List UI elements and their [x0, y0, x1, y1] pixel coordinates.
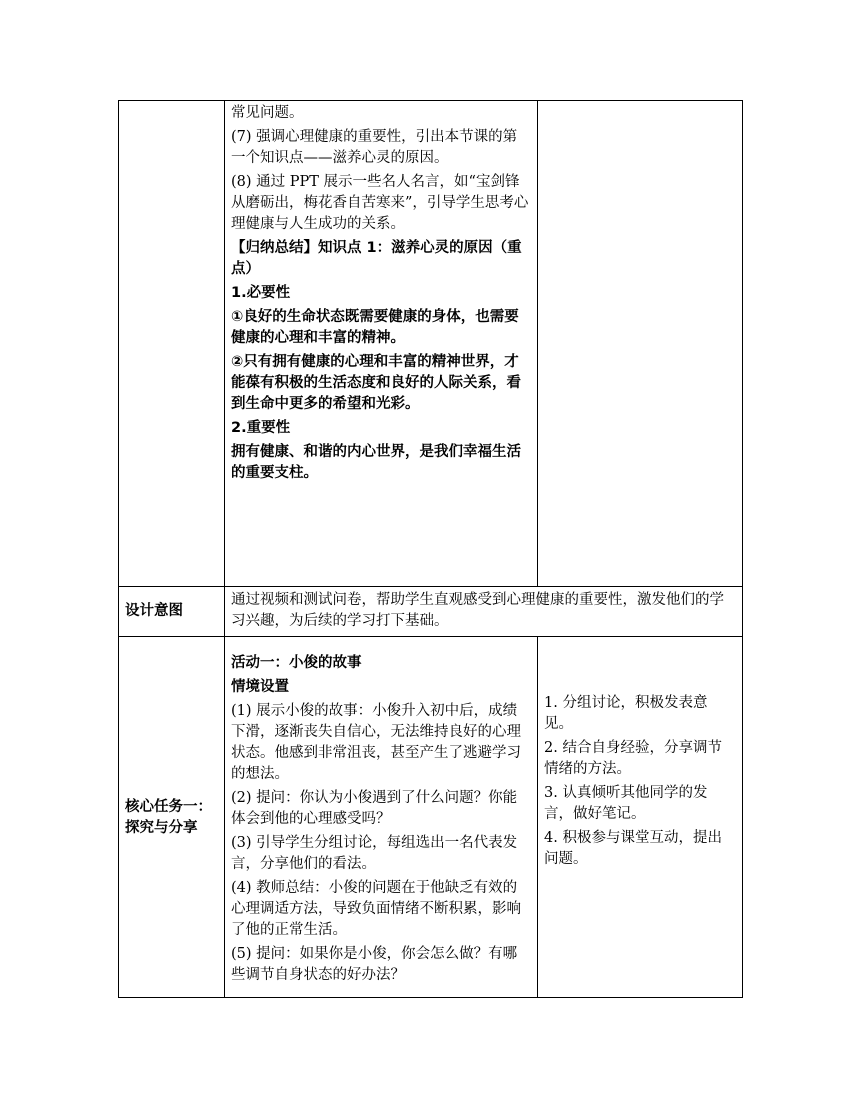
paragraph: 2.重要性 [231, 420, 291, 436]
paragraph: (5) 提问：如果你是小俊，你会怎么做？有哪些调节自身状态的好办法？ [231, 946, 518, 983]
table-row [119, 101, 743, 587]
paragraph: 情境设置 [231, 679, 289, 695]
lesson-plan-table [118, 100, 743, 998]
row-label [119, 101, 224, 103]
design-intent-text: 通过视频和测试问卷，帮助学生直观感受到心理健康的重要性，激发他们的学习兴趣，为后续的学习打下基础。 [231, 592, 724, 629]
paragraph: 常见问题。 [231, 105, 304, 121]
paragraph: 【归纳总结】知识点 1：滋养心灵的原因（重点） [231, 240, 522, 277]
paragraph: (8) 通过 PPT 展示一些名人名言，如“宝剑锋从磨砺出，梅花香自苦寒来”，引导学生思考心理健康与人生成功的关系。 [231, 174, 529, 232]
student-activity-cell [538, 637, 743, 998]
paragraph: 1.必要性 [231, 285, 291, 301]
student-activity-content [538, 101, 742, 103]
design-intent-cell [225, 587, 743, 637]
table-row [119, 587, 743, 637]
paragraph: 2. 结合自身经验，分享调节情绪的方法。 [544, 740, 722, 777]
paragraph: (4) 教师总结：小俊的问题在于他缺乏有效的心理调适方法，导致负面情绪不断积累，影响了他的正常生活。 [231, 880, 521, 938]
teacher-activity-content [225, 637, 537, 986]
row-label-cell [119, 587, 225, 637]
student-activity-cell [538, 101, 743, 587]
paragraph: 活动一：小俊的故事 [231, 655, 362, 671]
teacher-activity-content [225, 101, 537, 484]
row-label-cell [119, 637, 225, 998]
core-task-label: 核心任务一：探究与分享 [125, 799, 212, 836]
paragraph: (7) 强调心理健康的重要性，引出本节课的第一个知识点——滋养心灵的原因。 [231, 129, 518, 166]
paragraph: ①良好的生命状态既需要健康的身体，也需要健康的心理和丰富的精神。 [231, 309, 519, 346]
paragraph: 拥有健康、和谐的内心世界，是我们幸福生活的重要支柱。 [231, 444, 521, 481]
paragraph: (2) 提问：你认为小俊遇到了什么问题？你能体会到他的心理感受吗？ [231, 790, 518, 827]
paragraph: (3) 引导学生分组讨论，每组选出一名代表发言，分享他们的看法。 [231, 835, 518, 872]
paragraph: 1. 分组讨论，积极发表意见。 [544, 695, 708, 732]
paragraph: 3. 认真倾听其他同学的发言，做好笔记。 [544, 785, 708, 822]
paragraph: ②只有拥有健康的心理和丰富的精神世界，才能葆有积极的生活态度和良好的人际关系，看到生命中更多的希望和光彩。 [231, 354, 521, 412]
teacher-activity-cell [225, 637, 538, 998]
teacher-activity-cell [225, 101, 538, 587]
paragraph: (1) 展示小俊的故事：小俊升入初中后，成绩下滑，逐渐丧失自信心，无法维持良好的心理状态。他感到非常沮丧，甚至产生了逃避学习的想法。 [231, 703, 521, 782]
row-label-cell [119, 101, 225, 587]
design-intent-label: 设计意图 [125, 603, 183, 619]
paragraph: 4. 积极参与课堂互动，提出问题。 [544, 830, 722, 867]
student-activity-content [538, 691, 742, 943]
table-row [119, 637, 743, 998]
